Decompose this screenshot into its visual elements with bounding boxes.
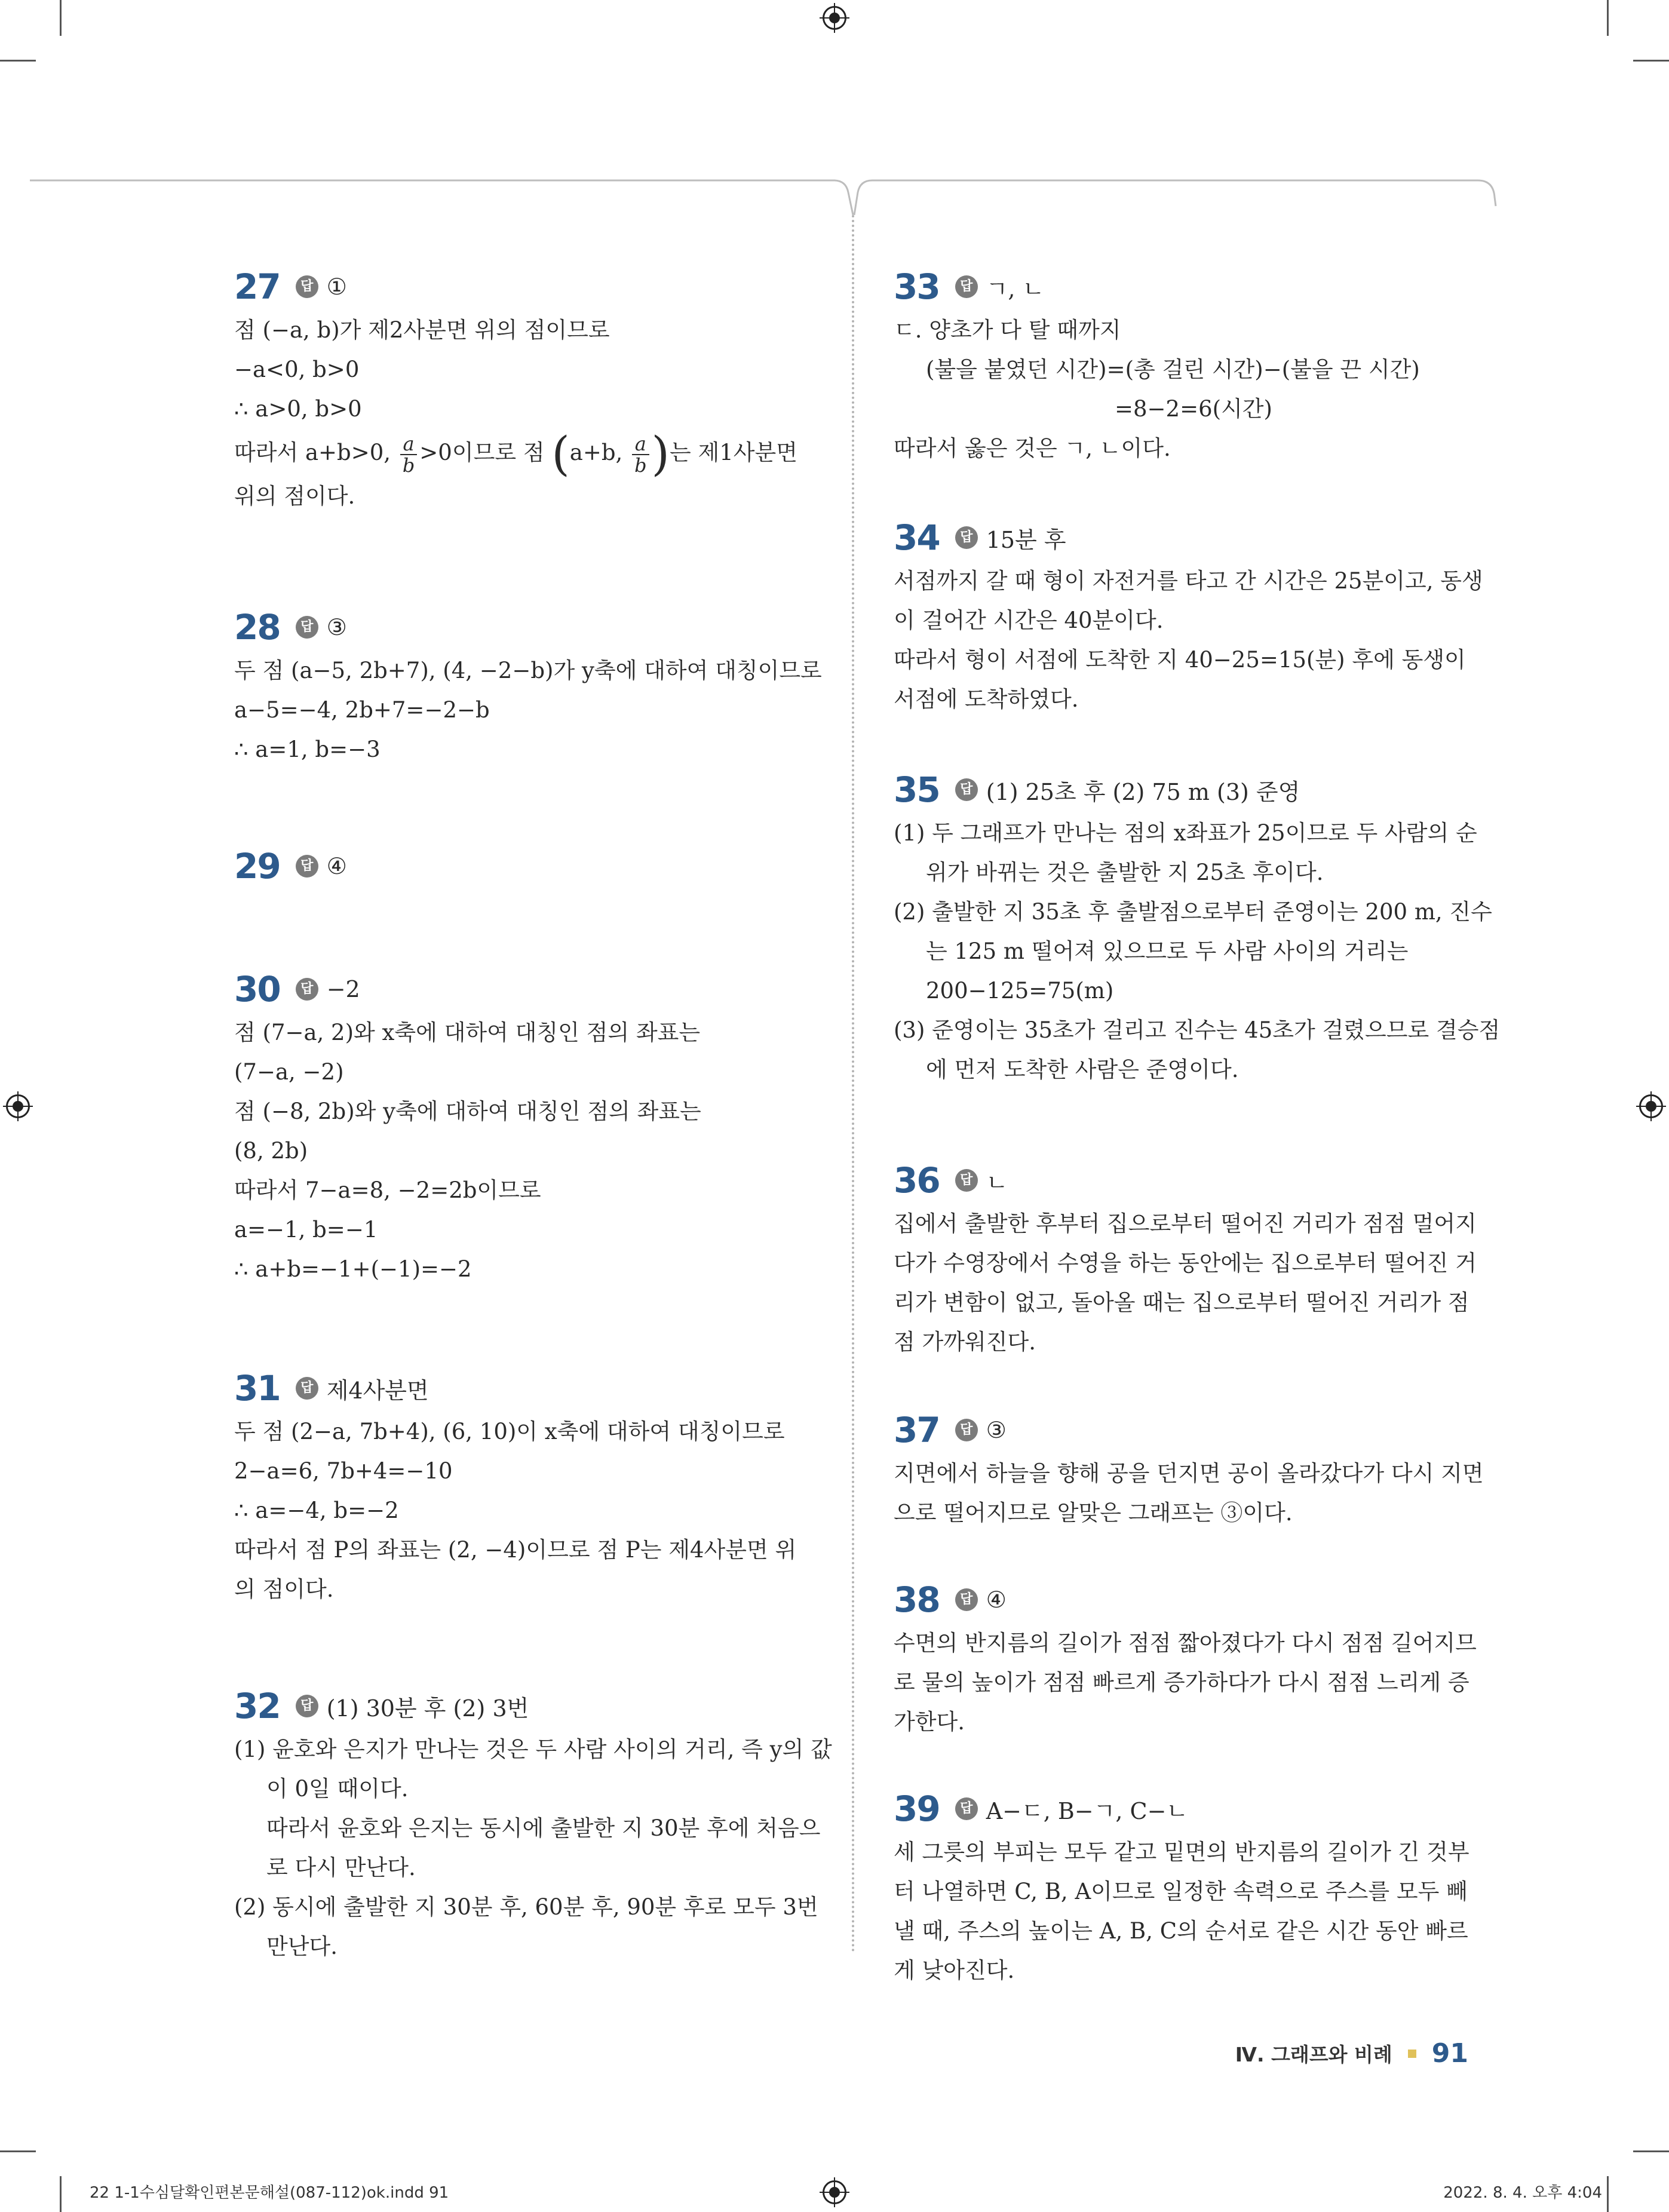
solution-line: 에 먼저 도착한 사람은 준영이다. [926,1057,1239,1082]
solution-line: 따라서 옳은 것은 ㄱ, ㄴ이다. [894,435,1171,461]
problem-number: 39 [894,1788,940,1829]
solution-line: 따라서 점 P의 좌표는 (2, −4)이므로 점 P는 제4사분면 위 [234,1537,797,1563]
problem-35 [894,766,1501,1090]
problem-header [234,1682,832,1730]
problem-29 [234,842,832,890]
problem-header [234,1364,832,1412]
answer-icon: 답 [296,1695,318,1717]
answer-icon: 답 [296,616,318,639]
solution-line: 따라서 7−a=8, −2=2b이므로 [234,1177,541,1203]
answer-text: 제4사분면 [326,1377,429,1404]
fraction [400,434,417,475]
solution-line: ∴ a=1, b=−3 [234,737,381,762]
problem-number: 30 [234,969,280,1010]
problem-header [894,514,1473,562]
solution-line: 게 낮아진다. [894,1958,1015,1983]
column-divider [852,215,854,1953]
solution-line: 점 (−a, b)가 제2사분면 위의 점이므로 [234,317,610,343]
solution-line: 이 0일 때이다. [266,1776,409,1802]
header-frame [0,0,1669,215]
problem-34 [894,514,1483,719]
crop-mark [1607,2176,1609,2212]
text-segment: a+b, [569,440,623,465]
text-segment: 는 제1사분면 [669,440,797,465]
solution-line: 점 가까워진다. [894,1329,1036,1355]
solution-line: ∴ a=−4, b=−2 [234,1498,399,1523]
problem-number: 38 [894,1579,940,1620]
solution-line: 집에서 출발한 후부터 집으로부터 떨어진 거리가 점점 멀어지 [894,1211,1477,1237]
solution-line: 가한다. [894,1709,965,1735]
problem-number: 37 [894,1410,940,1450]
problem-header [894,1156,1473,1204]
answer-text: ① [326,274,347,300]
solution-line: a=−1, b=−1 [234,1217,378,1242]
solution-line: 의 점이다. [234,1576,334,1602]
solution-line: 서점에 도착하였다. [894,686,1079,712]
solution-line: 는 125 m 떨어져 있으므로 두 사람 사이의 거리는 [926,938,1409,964]
solution-line: 점 (−8, 2b)와 y축에 대하여 대칭인 점의 좌표는 [234,1099,701,1124]
solution-line [234,427,832,481]
fraction [632,434,649,475]
fraction-denominator: b [402,453,415,477]
solution-line: =8−2=6(시간) [1115,396,1272,422]
answer-icon: 답 [296,1377,318,1400]
solution-line: 따라서 윤호와 은지는 동시에 출발한 지 30분 후에 처음으 [266,1815,821,1841]
text-segment: >0이므로 점 [419,440,545,465]
solution-line: (8, 2b) [234,1138,308,1164]
answer-text: ㄴ [986,1169,1008,1196]
solution-line: 지면에서 하늘을 향해 공을 던지면 공이 올라갔다가 다시 지면 [894,1461,1484,1486]
solution-line: (1) 두 그래프가 만나는 점의 x좌표가 25이므로 두 사람의 순 [894,820,1477,846]
page-footer [1235,2038,1468,2069]
answer-icon: 답 [955,275,978,298]
solution-line: (2) 동시에 출발한 지 30분 후, 60분 후, 90분 후로 모두 3번 [234,1894,818,1920]
problem-number: 35 [894,769,940,810]
answer-text: A−ㄷ, B−ㄱ, C−ㄴ [986,1797,1189,1824]
page-number: 91 [1431,2038,1468,2069]
right-paren: ) [651,427,670,481]
answer-icon: 답 [296,855,318,878]
footer-square-icon [1408,2050,1416,2058]
problem-header [894,1406,1473,1454]
solution-line: 터 나열하면 C, B, A이므로 일정한 속력으로 주스를 모두 빼 [894,1879,1468,1904]
problem-31 [234,1364,832,1609]
solution-line: ㄷ. 양초가 다 탈 때까지 [894,317,1121,343]
solution-line: 서점까지 갈 때 형이 자전거를 타고 간 시간은 25분이고, 동생 [894,568,1483,594]
problem-header [234,263,832,311]
answer-text: 15분 후 [986,526,1066,553]
solution-line: −a<0, b>0 [234,357,360,382]
problem-number: 27 [234,266,280,307]
problem-header [894,263,1473,311]
problem-number: 31 [234,1368,280,1409]
answer-text: ③ [326,614,347,640]
solution-line: 로 다시 만난다. [266,1855,416,1880]
fraction-denominator: b [634,453,647,477]
problem-32 [234,1682,832,1966]
solution-line: 200−125=75(m) [926,978,1114,1004]
solution-line: (7−a, −2) [234,1059,344,1085]
answer-text: ③ [986,1417,1007,1443]
answer-text: ④ [986,1587,1007,1613]
solution-line: (2) 출발한 지 35초 후 출발점으로부터 준영이는 200 m, 진수 [894,899,1492,925]
solution-line: 만난다. [266,1934,338,1959]
solution-line: 낼 때, 주스의 높이는 A, B, C의 순서로 같은 시간 동안 빠르 [894,1918,1468,1944]
problem-header [234,965,832,1013]
solution-line: (1) 윤호와 은지가 만나는 것은 두 사람 사이의 거리, 즉 y의 값 [234,1737,832,1762]
problem-30 [234,965,832,1289]
solution-line: (3) 준영이는 35초가 걸리고 진수는 45초가 걸렸으므로 결승점 [894,1017,1501,1043]
answer-text: −2 [326,976,360,1002]
problem-39 [894,1785,1473,1990]
registration-mark-icon [823,2180,846,2204]
fraction-numerator: a [632,434,649,455]
problem-number: 34 [894,517,940,558]
problem-number: 29 [234,846,280,886]
answer-text: ④ [326,853,347,879]
problem-header [234,603,832,651]
answer-icon: 답 [955,526,978,549]
problem-36 [894,1156,1477,1362]
answer-icon: 답 [955,1169,978,1192]
registration-mark-icon [1639,1094,1663,1118]
solution-line: 이 걸어간 시간은 40분이다. [894,608,1164,633]
problem-number: 33 [894,266,940,307]
solution-line: 따라서 형이 서점에 도착한 지 40−25=15(분) 후에 동생이 [894,647,1466,673]
text-segment: 따라서 a+b>0, [234,440,391,465]
registration-mark-icon [6,1094,30,1118]
slug-file-name: 22 1-1수심달확인편본문해설(087-112)ok.indd 91 [90,2184,449,2202]
answer-icon: 답 [955,1797,978,1820]
answer-text: (1) 30분 후 (2) 3번 [326,1695,529,1722]
problem-27 [234,263,832,516]
answer-text: (1) 25초 후 (2) 75 m (3) 준영 [986,778,1300,805]
answer-icon: 답 [955,1419,978,1441]
solution-line: 으로 떨어지므로 알맞은 그래프는 ③이다. [894,1500,1293,1526]
solution-line: 두 점 (2−a, 7b+4), (6, 10)이 x축에 대하여 대칭이므로 [234,1419,785,1444]
problem-header [894,1576,1473,1624]
solution-line: a−5=−4, 2b+7=−2−b [234,697,490,723]
slug-date: 2022. 8. 4. 오후 4:04 [1443,2184,1602,2202]
problem-number: 32 [234,1686,280,1726]
answer-icon: 답 [296,275,318,298]
solution-line: 다가 수영장에서 수영을 하는 동안에는 집으로부터 떨어진 거 [894,1250,1477,1276]
solution-line: 점 (7−a, 2)와 x축에 대하여 대칭인 점의 좌표는 [234,1020,701,1045]
solution-line: 2−a=6, 7b+4=−10 [234,1458,453,1484]
solution-line: 세 그릇의 부피는 모두 같고 밑면의 반지름의 길이가 긴 것부 [894,1839,1469,1865]
problem-number: 28 [234,607,280,648]
crop-mark [1633,2150,1669,2152]
solution-line: 위의 점이다. [234,483,355,509]
fraction-numerator: a [400,434,417,455]
problem-number: 36 [894,1160,940,1201]
answer-text: ㄱ, ㄴ [986,275,1045,302]
left-paren: ( [551,427,570,481]
solution-line: 두 점 (a−5, 2b+7), (4, −2−b)가 y축에 대하여 대칭이므로 [234,658,822,683]
answer-icon: 답 [955,778,978,801]
problem-38 [894,1576,1477,1742]
problem-header [894,766,1473,814]
solution-line: ∴ a+b=−1+(−1)=−2 [234,1256,472,1282]
problem-header [234,842,832,890]
solution-line: ∴ a>0, b>0 [234,396,362,422]
problem-header [894,1785,1473,1833]
crop-mark [0,2150,36,2152]
answer-icon: 답 [296,978,318,1001]
answer-icon: 답 [955,1588,978,1611]
crop-mark [60,2176,62,2212]
solution-line: (불을 붙였던 시간)=(총 걸린 시간)−(불을 끈 시간) [926,357,1420,382]
problem-37 [894,1406,1484,1533]
solution-line: 로 물의 높이가 점점 빠르게 증가하다가 다시 점점 느리게 증 [894,1670,1469,1695]
chapter-title: Ⅳ. 그래프와 비례 [1235,2043,1392,2066]
problem-28 [234,603,832,769]
solution-line: 수면의 반지름의 길이가 점점 짧아졌다가 다시 점점 길어지므 [894,1630,1477,1656]
problem-33 [894,263,1473,468]
solution-line: 리가 변함이 없고, 돌아올 때는 집으로부터 떨어진 거리가 점 [894,1290,1469,1315]
solution-line: 위가 바뀌는 것은 출발한 지 25초 후이다. [926,860,1324,885]
